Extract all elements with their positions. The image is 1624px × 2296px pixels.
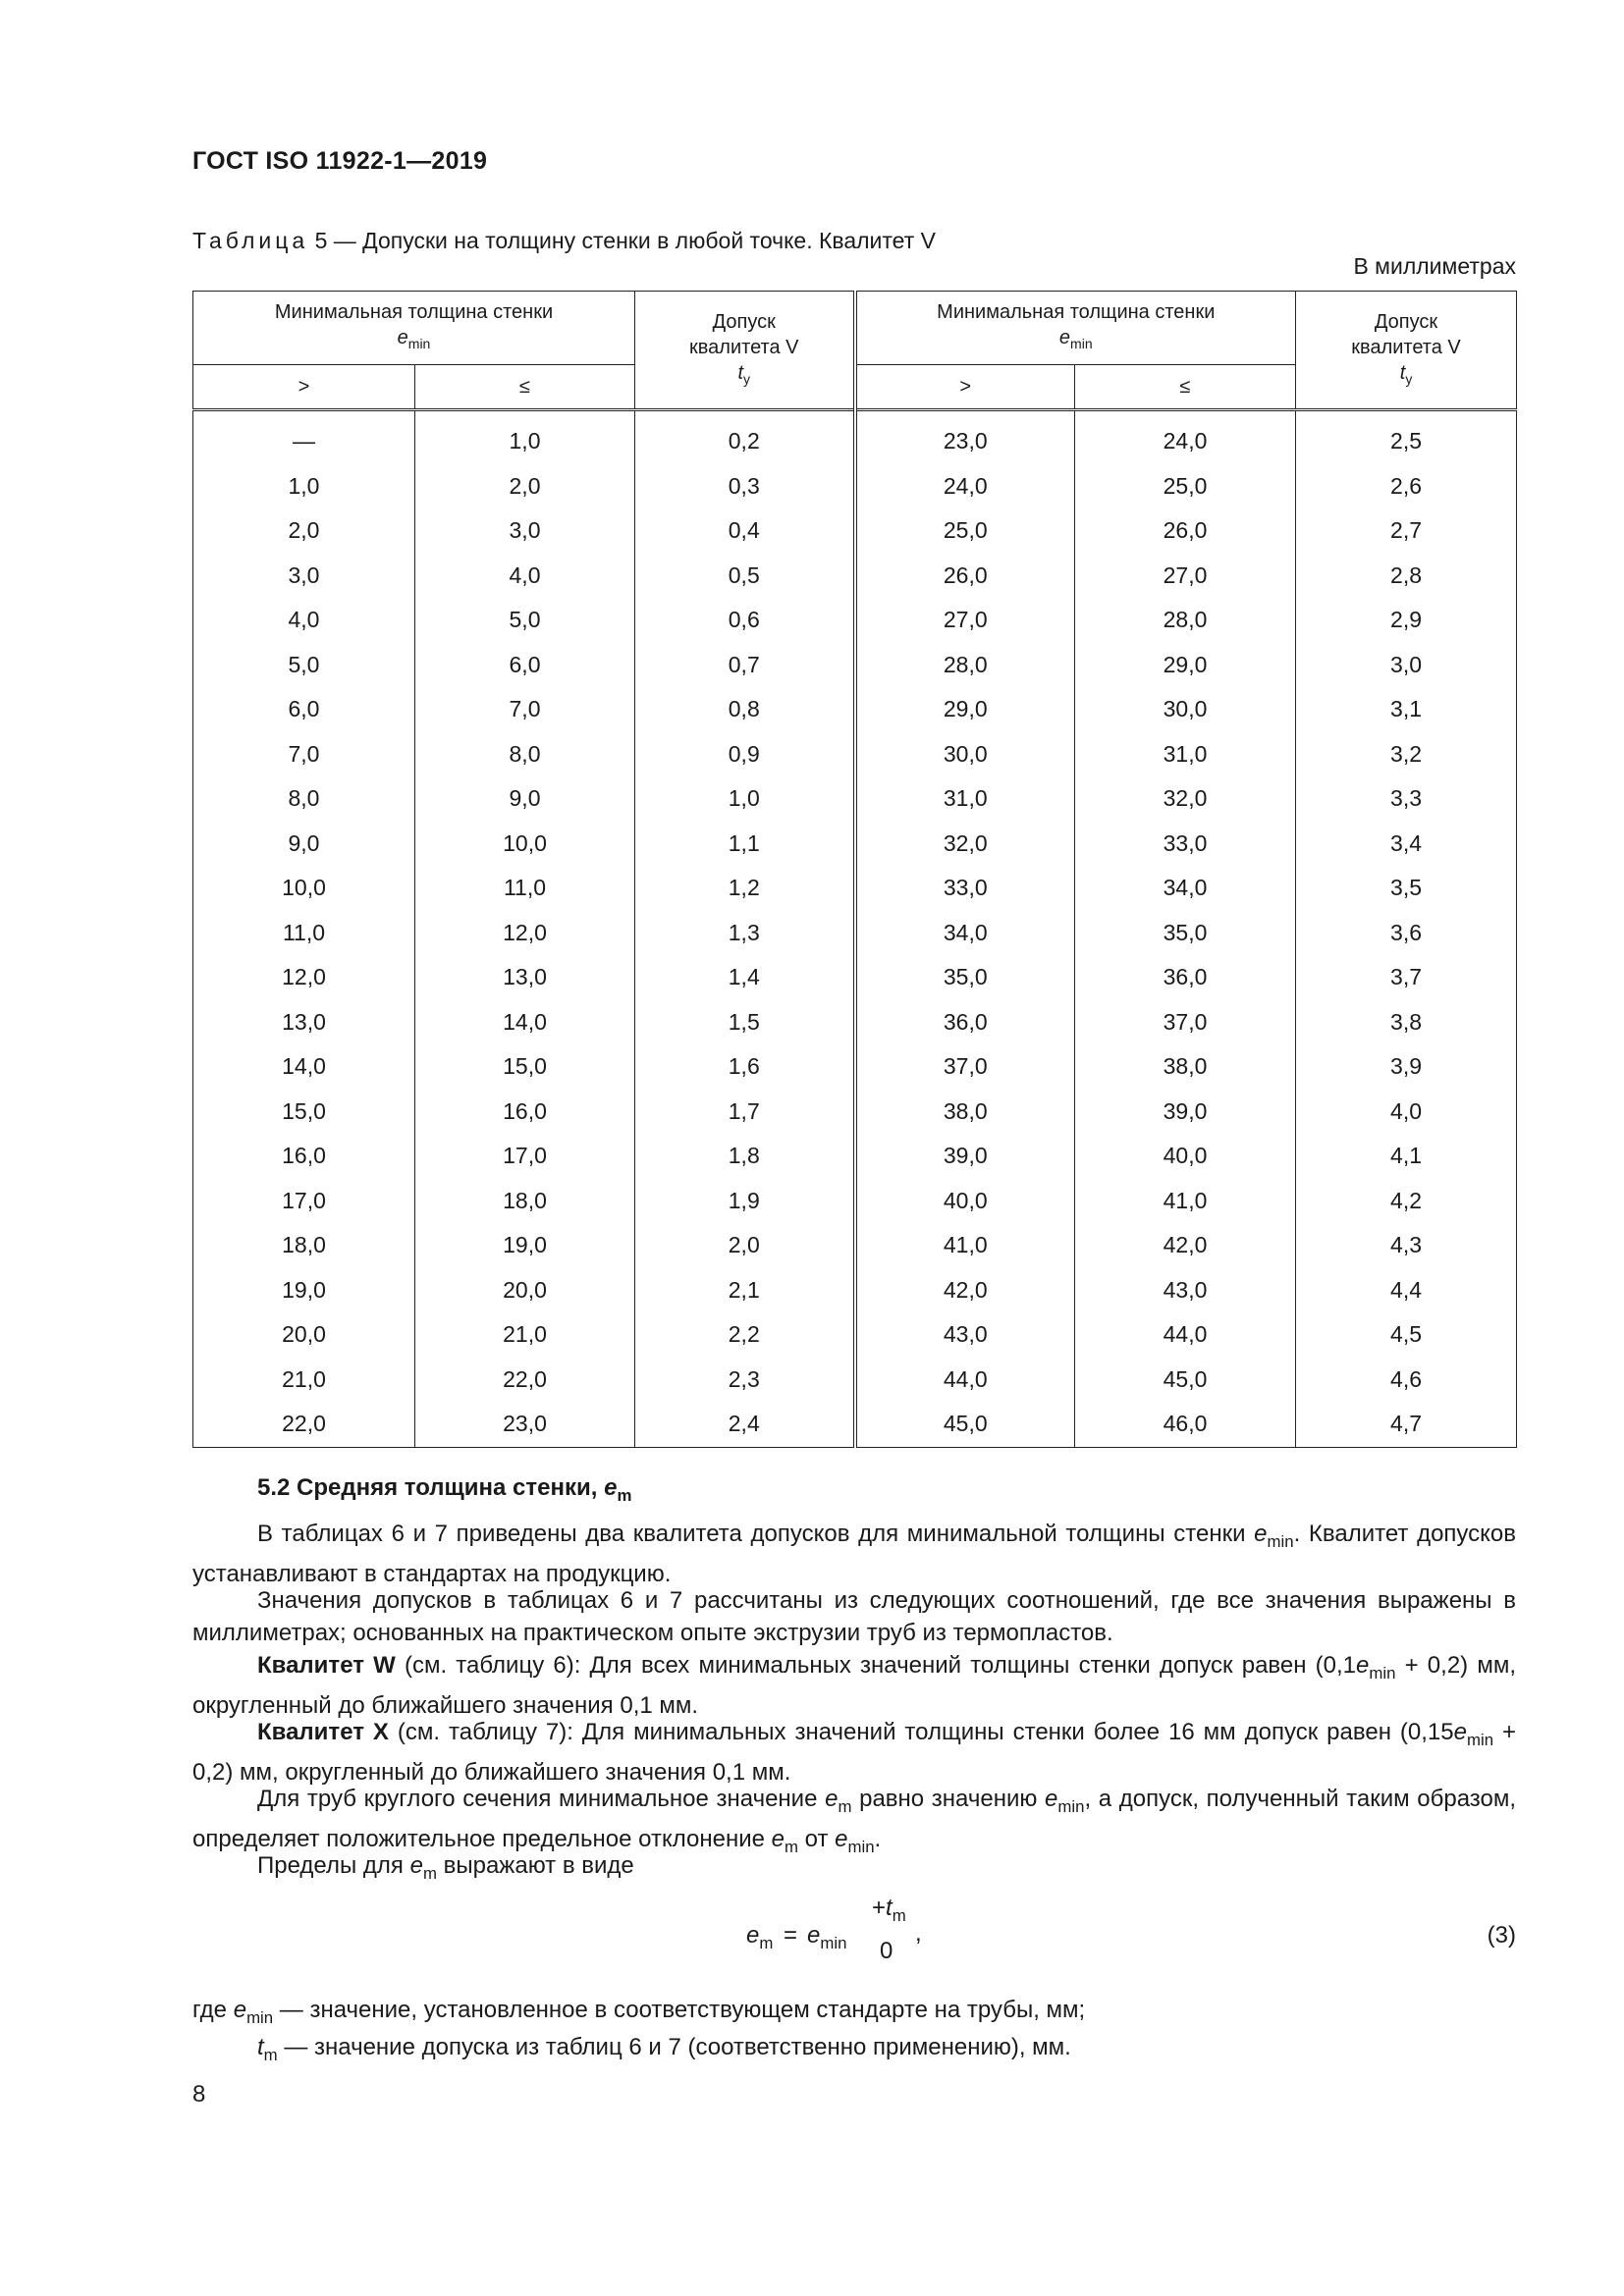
table-cell: 40,0 [855,1179,1075,1224]
table-cell: 4,0 [415,554,635,599]
equation-number: (3) [1487,1922,1516,1949]
table-row [193,687,1517,732]
table-cell: 19,0 [415,1223,635,1268]
table-row [193,732,1517,777]
paragraph-round-pipes: Для труб круглого сечения минимальное значение $e_m$ равно значению $e_{min}$, а допуск, полученный таким образом, определяет положительное предельное отклонение $e_m$ от $e_{min}$. [192,1786,1517,1856]
table-row [193,1312,1517,1358]
table-cell: 2,4 [635,1402,855,1447]
table-row [193,955,1517,1000]
table-cell: 27,0 [1075,554,1296,599]
table-cell: 24,0 [855,464,1075,509]
table-cell: 4,3 [1296,1223,1517,1268]
table-cell: 12,0 [415,911,635,956]
table-cell: 46,0 [1075,1402,1296,1447]
table-cell: 1,0 [415,419,635,464]
table-cell: 3,3 [1296,776,1517,822]
table-cell: 3,8 [1296,1000,1517,1045]
table-cell: 2,8 [1296,554,1517,599]
table-cell: 0,3 [635,464,855,509]
table-header-gap [193,410,1517,420]
table-row [193,508,1517,554]
table-cell: 22,0 [193,1402,415,1447]
table-cell: 0,9 [635,732,855,777]
where-tm: $t_m$ — значение допуска из таблиц 6 и 7 (соответственно применению), мм. [257,2034,1071,2064]
table-cell: 4,4 [1296,1268,1517,1313]
table-cell: 15,0 [193,1090,415,1135]
header-le-right: ≤ [1075,365,1296,410]
table-cell: 43,0 [855,1312,1075,1358]
table-cell: 31,0 [1075,732,1296,777]
table-row [193,1268,1517,1313]
table-cell: 2,6 [1296,464,1517,509]
table-cell: 24,0 [1075,419,1296,464]
table-cell: 42,0 [855,1268,1075,1313]
table-cell: 26,0 [855,554,1075,599]
table-row [193,1090,1517,1135]
table-cell: 23,0 [855,419,1075,464]
table-cell: 45,0 [855,1402,1075,1447]
paragraph-2: Значения допусков в таблицах 6 и 7 рассчитаны из следующих соотношений, где все значения выражены в миллиметрах; основанных на практическом опыте экструзии труб из термопластов. [192,1587,1516,1646]
table-cell: 4,5 [1296,1312,1517,1358]
table-cell: 7,0 [415,687,635,732]
table-cell: 44,0 [1075,1312,1296,1358]
table-cell: 31,0 [855,776,1075,822]
table-cell: 4,1 [1296,1134,1517,1179]
table-cell: 0,2 [635,419,855,464]
table-cell: 2,7 [1296,508,1517,554]
formula-emin: $e_{min}$ [807,1922,847,1952]
table-cell: 44,0 [855,1358,1075,1403]
table-row [193,1358,1517,1403]
header-thickness-left: Минимальная толщина стенки $e_{min}$ [193,292,635,365]
table-cell: 41,0 [855,1223,1075,1268]
table-cell: 10,0 [415,822,635,867]
table-cell: 14,0 [193,1044,415,1090]
table-row [193,464,1517,509]
formula-em: $e_m$ [746,1922,774,1952]
table-cell: 0,6 [635,598,855,643]
table-cell: 4,7 [1296,1402,1517,1447]
table-cell: 33,0 [1075,822,1296,867]
table-cell: 20,0 [193,1312,415,1358]
table-cell: 32,0 [1075,776,1296,822]
table-units: В миллиметрах [1353,253,1516,279]
table-row [193,1044,1517,1090]
table-cell: 16,0 [415,1090,635,1135]
table-cell: 11,0 [193,911,415,956]
header-tolerance-left: Допуск квалитета V $t_y$ [635,292,855,410]
table-cell: 36,0 [1075,955,1296,1000]
table-cell: 8,0 [193,776,415,822]
table-cell: 20,0 [415,1268,635,1313]
table-cell: 2,3 [635,1358,855,1403]
table-cell: 34,0 [1075,866,1296,911]
tolerance-table [192,291,1516,1437]
formula-eq: = [784,1922,798,1949]
document-title: ГОСТ ISO 11922-1—2019 [192,147,488,175]
table-cell: 13,0 [193,1000,415,1045]
table-cell: 2,9 [1296,598,1517,643]
table-cell: 3,0 [415,508,635,554]
table-cell: 25,0 [1075,464,1296,509]
table-cell: — [193,419,415,464]
table-cell: 15,0 [415,1044,635,1090]
table-cell: 18,0 [193,1223,415,1268]
table-cell: 5,0 [415,598,635,643]
table-cell: 30,0 [1075,687,1296,732]
table-row [193,643,1517,688]
table-cell: 45,0 [1075,1358,1296,1403]
table-cell: 35,0 [855,955,1075,1000]
table-cell: 7,0 [193,732,415,777]
table-cell: 3,2 [1296,732,1517,777]
table-cell: 23,0 [415,1402,635,1447]
table-cell: 3,7 [1296,955,1517,1000]
table-cell: 9,0 [193,822,415,867]
table-cell: 38,0 [1075,1044,1296,1090]
table-cell: 37,0 [1075,1000,1296,1045]
table-cell: 36,0 [855,1000,1075,1045]
table-cell: 4,0 [193,598,415,643]
table-cell: 29,0 [1075,643,1296,688]
table-cell: 32,0 [855,822,1075,867]
table-cell: 26,0 [1075,508,1296,554]
table-cell: 3,0 [193,554,415,599]
table-cell: 34,0 [855,911,1075,956]
table-cell: 21,0 [193,1358,415,1403]
table-cell: 3,9 [1296,1044,1517,1090]
table-row [193,866,1517,911]
table-cell: 3,0 [1296,643,1517,688]
table-cell: 0,5 [635,554,855,599]
table-cell: 1,8 [635,1134,855,1179]
table-cell: 39,0 [1075,1090,1296,1135]
table-row [193,1134,1517,1179]
table-cell: 5,0 [193,643,415,688]
table-cell: 28,0 [1075,598,1296,643]
table-cell: 13,0 [415,955,635,1000]
table-cell: 4,2 [1296,1179,1517,1224]
table-cell: 29,0 [855,687,1075,732]
header-thickness-right: Минимальная толщина стенки $e_{min}$ [855,292,1296,365]
table-cell: 1,3 [635,911,855,956]
table-cell: 14,0 [415,1000,635,1045]
table-cell: 39,0 [855,1134,1075,1179]
table-cell: 30,0 [855,732,1075,777]
table-cell: 19,0 [193,1268,415,1313]
table-cell: 1,9 [635,1179,855,1224]
table-cell: 8,0 [415,732,635,777]
table-cell: 2,1 [635,1268,855,1313]
table-row [193,911,1517,956]
table-caption [192,228,936,254]
section-heading: 5.2 Средняя толщина стенки, $e_m$ [257,1474,632,1505]
table-cell: 0,7 [635,643,855,688]
paragraph-quality-w: Квалитет W (см. таблицу 6): Для всех минимальных значений толщины стенки допуск равен $(0,1e_{min} + 0,2)$ мм, округленный до ближайшего значения 0,1 мм. [192,1652,1517,1719]
table-cell: 21,0 [415,1312,635,1358]
table-cell: 17,0 [193,1179,415,1224]
table-cell: 25,0 [855,508,1075,554]
where-emin: где $e_{min}$ — значение, установленное в соответствующем стандарте на трубы, мм; [192,1997,1086,2027]
table-cell: 1,7 [635,1090,855,1135]
paragraph-quality-x: Квалитет X (см. таблицу 7): Для минимальных значений толщины стенки более 16 мм допуск равен $(0,15e_{min} + 0,2)$ мм, округленный до ближайшего значения 0,1 мм. [192,1719,1517,1786]
table-cell: 38,0 [855,1090,1075,1135]
table-cell: 18,0 [415,1179,635,1224]
paragraph-limits: Пределы для $e_m$ выражают в виде [257,1852,634,1883]
table-cell: 2,0 [635,1223,855,1268]
table-cell: 16,0 [193,1134,415,1179]
table-cell: 12,0 [193,955,415,1000]
page-number: 8 [192,2081,206,2108]
table-cell: 0,4 [635,508,855,554]
table-cell: 2,0 [415,464,635,509]
table-cell: 1,5 [635,1000,855,1045]
table-cell: 3,6 [1296,911,1517,956]
table-cell: 4,6 [1296,1358,1517,1403]
table-cell: 2,5 [1296,419,1517,464]
paragraph-1: В таблицах 6 и 7 приведены два квалитета допусков для минимальной толщины стенки $e_{min}$. Квалитет допусков устанавливают в стандартах на продукцию. [192,1521,1517,1587]
header-le-left: ≤ [415,365,635,410]
table-caption-word: Таблица [192,228,309,253]
formula-upper: $+t_m$ [872,1895,906,1925]
table-cell: 10,0 [193,866,415,911]
table-cell: 17,0 [415,1134,635,1179]
table-row [193,1000,1517,1045]
table-row [193,1223,1517,1268]
table-cell: 42,0 [1075,1223,1296,1268]
table-cell: 28,0 [855,643,1075,688]
table-cell: 3,4 [1296,822,1517,867]
table-row [193,1402,1517,1447]
table-cell: 1,6 [635,1044,855,1090]
table-cell: 1,4 [635,955,855,1000]
table-row [193,1179,1517,1224]
table-row [193,822,1517,867]
table-cell: 2,0 [193,508,415,554]
table-cell: 43,0 [1075,1268,1296,1313]
table-cell: 1,0 [635,776,855,822]
table-cell: 6,0 [193,687,415,732]
header-gt-left: > [193,365,415,410]
table-cell: 2,2 [635,1312,855,1358]
table-cell: 41,0 [1075,1179,1296,1224]
table-cell: 3,1 [1296,687,1517,732]
formula-comma: , [915,1920,922,1947]
table-cell: 22,0 [415,1358,635,1403]
table-cell: 0,8 [635,687,855,732]
table-cell: 33,0 [855,866,1075,911]
table-cell: 3,5 [1296,866,1517,911]
table-cell: 37,0 [855,1044,1075,1090]
table-row [193,776,1517,822]
table-cell: 9,0 [415,776,635,822]
table-cell: 1,0 [193,464,415,509]
table-row [193,598,1517,643]
header-tolerance-right: Допуск квалитета V $t_y$ [1296,292,1517,410]
table-cell: 6,0 [415,643,635,688]
table-row [193,419,1517,464]
table-row [193,554,1517,599]
table-cell: 27,0 [855,598,1075,643]
formula-3 [746,1895,1041,1973]
table-cell: 35,0 [1075,911,1296,956]
header-gt-right: > [855,365,1075,410]
table-cell: 1,1 [635,822,855,867]
table-cell: 1,2 [635,866,855,911]
formula-lower: 0 [880,1938,893,1964]
table-cell: 40,0 [1075,1134,1296,1179]
table-cell: 11,0 [415,866,635,911]
table-caption-text: 5 — Допуски на толщину стенки в любой точке. Квалитет V [314,228,936,253]
table-cell: 4,0 [1296,1090,1517,1135]
